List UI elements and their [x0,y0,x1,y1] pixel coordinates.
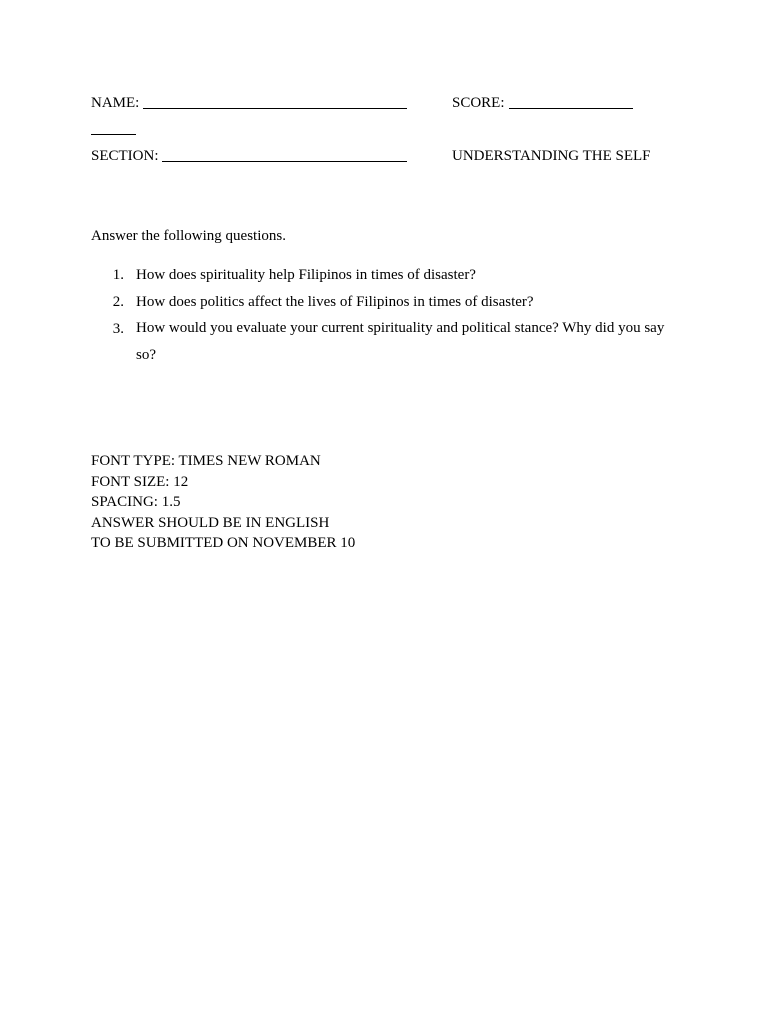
subject-title: UNDERSTANDING THE SELF [452,148,651,164]
section-blank-line [162,161,407,162]
name-label: NAME: [91,95,140,111]
section-label: SECTION: [91,148,159,164]
score-blank-line-continued [91,134,136,135]
submission-notes [91,451,355,554]
score-label: SCORE: [452,95,505,111]
score-blank-line [509,108,633,109]
note-font-size: FONT SIZE: 12 [91,473,189,490]
note-spacing: SPACING: 1.5 [91,494,181,510]
instructions-text: Answer the following questions. [91,228,286,244]
question-text: How does politics affect the lives of Filipinos in times of disaster? [136,294,534,310]
note-deadline: TO BE SUBMITTED ON NOVEMBER 10 [91,535,356,551]
note-font-type: FONT TYPE: TIMES NEW ROMAN [91,453,321,469]
question-number: 1. [112,267,124,283]
question-number: 3. [112,321,124,337]
name-blank-line [143,108,407,109]
question-number: 2. [112,294,124,310]
note-language: ANSWER SHOULD BE IN ENGLISH [91,514,330,531]
question-text: How does spirituality help Filipinos in times of disaster? [136,267,476,283]
question-text: How would you evaluate your current spirituality and political stance? Why did you say so? [136,320,665,363]
